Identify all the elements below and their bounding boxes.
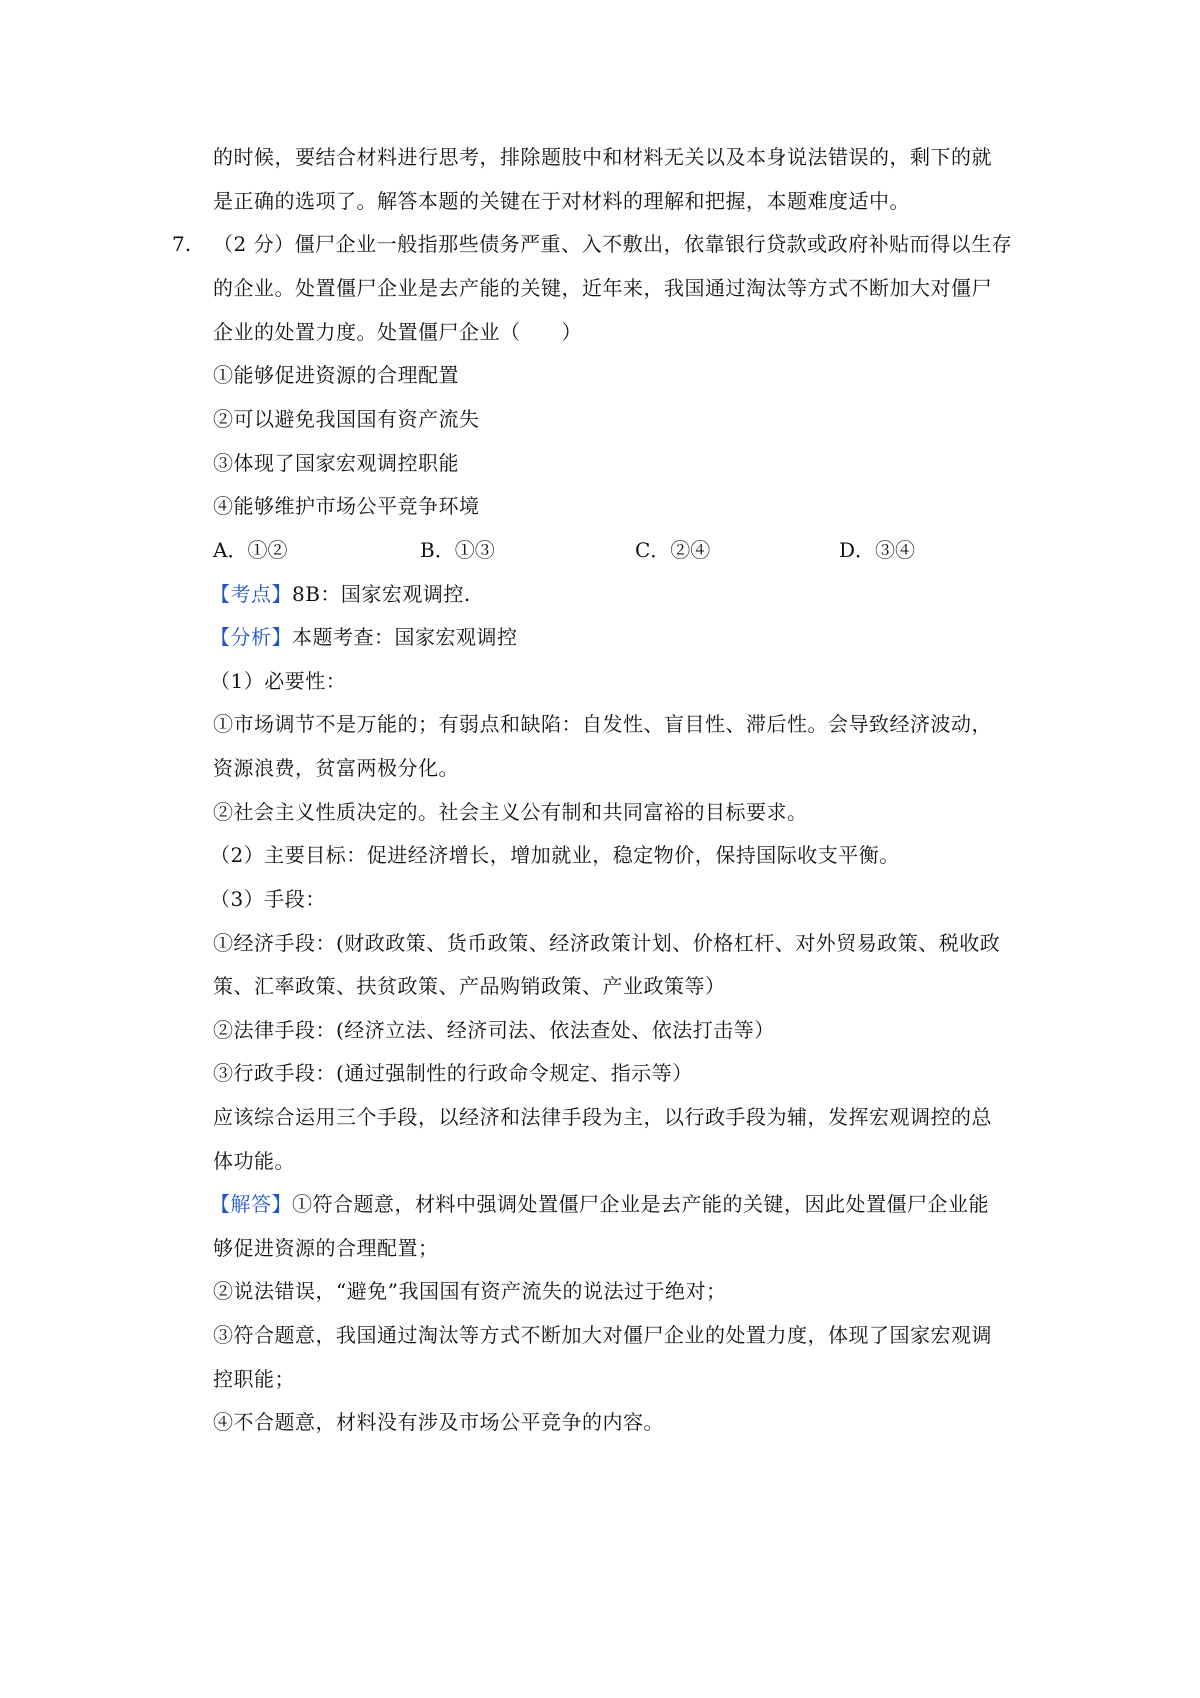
question-number: 7. [172,232,192,256]
answer-line: ③符合题意，我国通过淘汰等方式不断加大对僵尸企业的处置力度，体现了国家宏观调 [213,1323,992,1347]
analysis-line: （2）主要目标：促进经济增长，增加就业，稳定物价，保持国际收支平衡。 [210,843,900,867]
option-c: C．②④ [635,538,711,562]
jieda-text: ①符合题意，材料中强调处置僵尸企业是去产能的关键，因此处置僵尸企业能 [292,1192,989,1216]
statement-3: ③体现了国家宏观调控职能 [213,451,459,475]
analysis-line: 资源浪费，贫富两极分化。 [213,756,459,780]
kaodian-line [210,580,471,608]
answer-line: ②说法错误，“避免”我国国有资产流失的说法过于绝对； [213,1279,727,1303]
analysis-line: ③行政手段：(通过强制性的行政命令规定、指示等） [213,1061,693,1085]
fenxi-line [210,623,518,651]
question-text: （2 分）僵尸企业一般指那些债务严重、入不敷出，依靠银行贷款或政府补贴而得以生存 [213,232,1013,256]
statement-1: ①能够促进资源的合理配置 [213,363,459,387]
answer-line: 够促进资源的合理配置； [213,1236,439,1260]
text-line: 是正确的选项了。解答本题的关键在于对材料的理解和把握，本题难度适中。 [213,189,910,213]
option-b: B．①③ [420,538,495,562]
answer-line: 控职能； [213,1367,295,1391]
question-text: 企业的处置力度。处置僵尸企业（ ） [213,320,582,344]
analysis-line: 应该综合运用三个手段，以经济和法律手段为主，以行政手段为辅，发挥宏观调控的总 [213,1105,992,1129]
question-text: 的企业。处置僵尸企业是去产能的关键，近年来，我国通过淘汰等方式不断加大对僵尸 [213,276,992,300]
analysis-line: 策、汇率政策、扶贫政策、产品购销政策、产业政策等） [213,974,726,998]
analysis-line: ①经济手段：(财政政策、货币政策、经济政策计划、价格杠杆、对外贸易政策、税收政 [213,931,1001,955]
analysis-line: ①市场调节不是万能的；有弱点和缺陷：自发性、盲目性、滞后性。会导致经济波动， [213,712,992,736]
jieda-line [210,1190,989,1218]
option-d: D．③④ [839,538,916,562]
analysis-line: 体功能。 [213,1149,295,1173]
text-line: 的时候，要结合材料进行思考，排除题肢中和材料无关以及本身说法错误的，剩下的就 [213,145,992,169]
analysis-line: （1）必要性： [210,669,347,693]
kaodian-text: 8B：国家宏观调控. [292,582,471,606]
statement-4: ④能够维护市场公平竞争环境 [213,494,480,518]
statement-2: ②可以避免我国国有资产流失 [213,407,480,431]
fenxi-text: 本题考查：国家宏观调控 [292,625,518,649]
option-a: A．①② [213,538,288,562]
kaodian-tag: 【考点】 [210,582,292,606]
answer-line: ④不合题意，材料没有涉及市场公平竞争的内容。 [213,1410,664,1434]
analysis-line: ②法律手段：(经济立法、经济司法、依法查处、依法打击等） [213,1018,775,1042]
fenxi-tag: 【分析】 [210,625,292,649]
analysis-line: （3）手段： [210,887,326,911]
analysis-line: ②社会主义性质决定的。社会主义公有制和共同富裕的目标要求。 [213,800,808,824]
jieda-tag: 【解答】 [210,1192,292,1216]
